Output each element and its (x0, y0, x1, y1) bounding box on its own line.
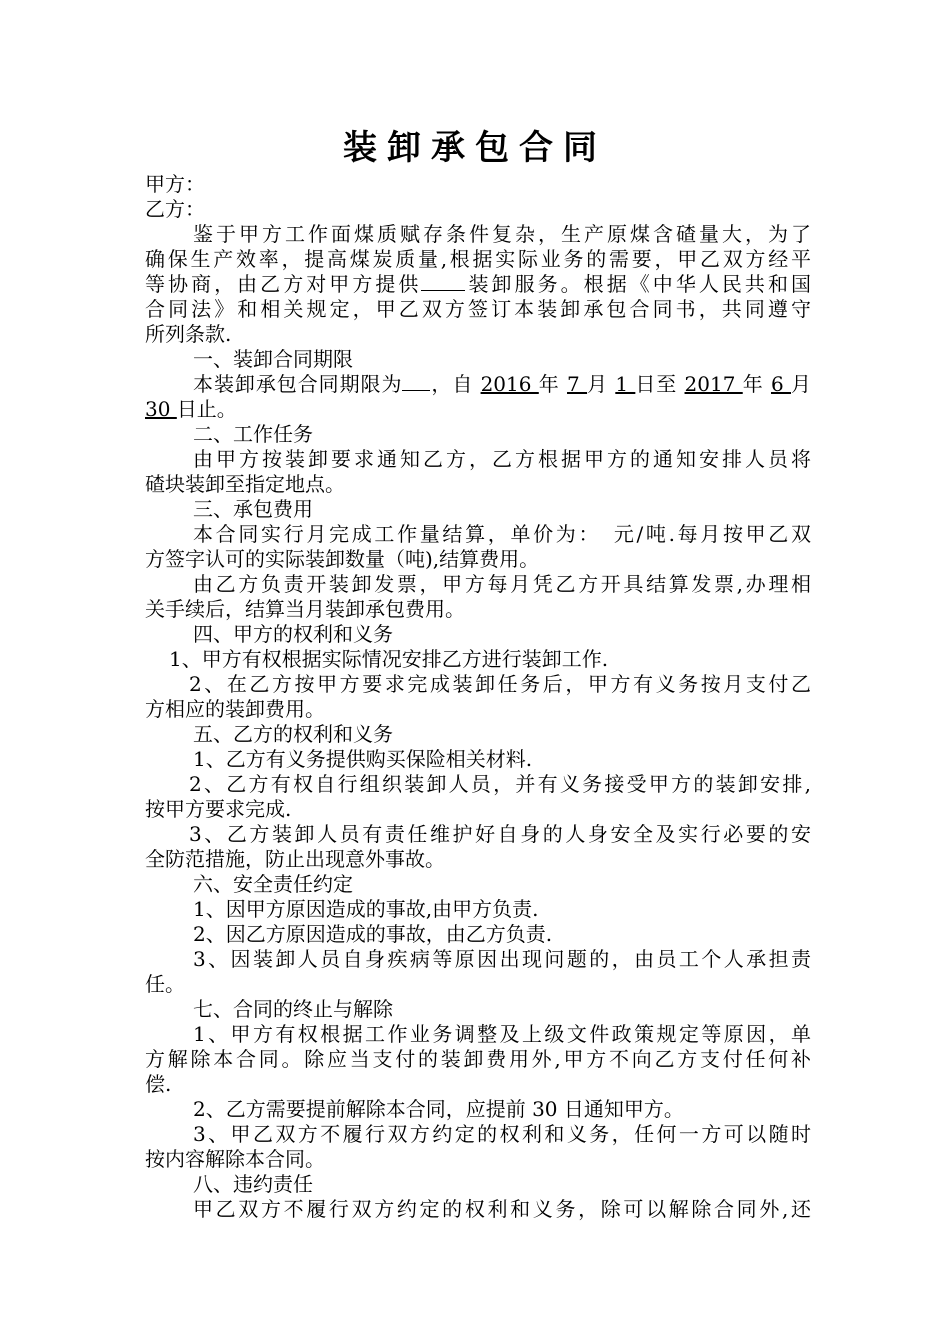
paragraph-line: 关手续后，结算当月装卸承包费用。 (145, 597, 465, 621)
list-item: 2、乙方需要提前解除本合同，应提前 30 日通知甲方。 (193, 1097, 684, 1121)
paragraph-line: 由乙方负责开装卸发票，甲方每月凭乙方开具结算发票,办理相 (193, 572, 811, 596)
paragraph-line: 碴块装卸至指定地点。 (145, 472, 345, 496)
document-body (145, 172, 811, 1222)
list-item: 2、在乙方按甲方要求完成装卸任务后，甲方有义务按月支付乙 (189, 672, 811, 696)
section-heading: 二、工作任务 (193, 422, 313, 446)
start-day: 1 (615, 372, 636, 396)
section-heading: 六、安全责任约定 (193, 872, 353, 896)
list-item: 1、甲方有权根据实际情况安排乙方进行装卸工作. (169, 647, 609, 671)
list-item: 1、乙方有义务提供购买保险相关材料. (193, 747, 533, 771)
intro-text: 等协商，由乙方对甲方提供 (145, 272, 422, 296)
term-text: 月 (587, 372, 616, 396)
paragraph-line: 由甲方按装卸要求通知乙方，乙方根据甲方的通知安排人员将 (193, 447, 811, 471)
list-item: 2、乙方有权自行组织装卸人员，并有义务接受甲方的装卸安排, (189, 772, 811, 796)
section-heading: 三、承包费用 (193, 497, 313, 521)
intro-line: 所列条款. (145, 322, 232, 346)
section-heading: 一、装卸合同期限 (193, 347, 353, 371)
list-item-continuation: 按甲方要求完成. (145, 797, 292, 821)
document-title: 装卸承包合同 (343, 128, 607, 168)
intro-text: 装卸服务。根据《中华人民共和国 (465, 272, 812, 296)
term-text: 年 (742, 372, 771, 396)
list-item-continuation: 全防范措施，防止出现意外事故。 (145, 847, 445, 871)
intro-line: 确保生产效率，提高煤炭质量,根据实际业务的需要，甲乙双方经平 (145, 247, 811, 271)
list-item-continuation: 方相应的装卸费用。 (145, 697, 325, 721)
list-item-continuation: 按内容解除本合同。 (145, 1147, 325, 1171)
list-item: 3、甲乙双方不履行双方约定的权利和义务，任何一方可以随时 (193, 1122, 811, 1146)
party-b-line: 乙方： (145, 197, 205, 221)
paragraph-line: 甲乙双方不履行双方约定的权利和义务，除可以解除合同外,还 (193, 1197, 811, 1221)
list-item-continuation: 方解除本合同。除应当支付的装卸费用外,甲方不向乙方支付任何补 (145, 1047, 811, 1071)
term-line (145, 397, 811, 422)
intro-line: 鉴于甲方工作面煤质赋存条件复杂，生产原煤含碴量大，为了 (193, 222, 811, 246)
section-heading: 五、乙方的权利和义务 (193, 722, 393, 746)
end-year: 2017 (684, 372, 743, 396)
section-heading: 七、合同的终止与解除 (193, 997, 393, 1021)
list-item: 1、甲方有权根据工作业务调整及上级文件政策规定等原因，单 (193, 1022, 811, 1046)
service-blank (421, 272, 465, 291)
start-month: 7 (567, 372, 588, 396)
section-heading: 八、违约责任 (193, 1172, 313, 1196)
list-item-continuation: 任。 (145, 972, 185, 996)
paragraph-line: 方签字认可的实际装卸数量（吨),结算费用。 (145, 547, 540, 571)
list-item: 3、乙方装卸人员有责任维护好自身的人身安全及实行必要的安 (189, 822, 811, 846)
term-line (145, 372, 811, 397)
term-text: 日至 (635, 372, 685, 396)
end-day: 30 (145, 397, 177, 421)
list-item: 3、因装卸人员自身疾病等原因出现问题的，由员工个人承担责 (193, 947, 811, 971)
list-item-continuation: 偿. (145, 1072, 172, 1096)
term-text: 日止。 (176, 397, 237, 421)
term-text: 本装卸承包合同期限为 (193, 372, 403, 396)
term-text: 月 (791, 372, 812, 396)
list-item: 2、因乙方原因造成的事故，由乙方负责. (193, 922, 553, 946)
intro-line (145, 272, 811, 297)
intro-line: 合同法》和相关规定，甲乙双方签订本装卸承包合同书，共同遵守 (145, 297, 811, 321)
start-year: 2016 (480, 372, 539, 396)
term-blank (402, 372, 430, 391)
end-month: 6 (770, 372, 792, 396)
party-a-line: 甲方： (145, 172, 205, 196)
paragraph-line: 本合同实行月完成工作量结算，单价为： 元/吨.每月按甲乙双 (193, 522, 811, 546)
term-text: ，自 (430, 372, 481, 396)
section-heading: 四、甲方的权利和义务 (193, 622, 393, 646)
term-text: 年 (538, 372, 568, 396)
list-item: 1、因甲方原因造成的事故,由甲方负责. (193, 897, 539, 921)
